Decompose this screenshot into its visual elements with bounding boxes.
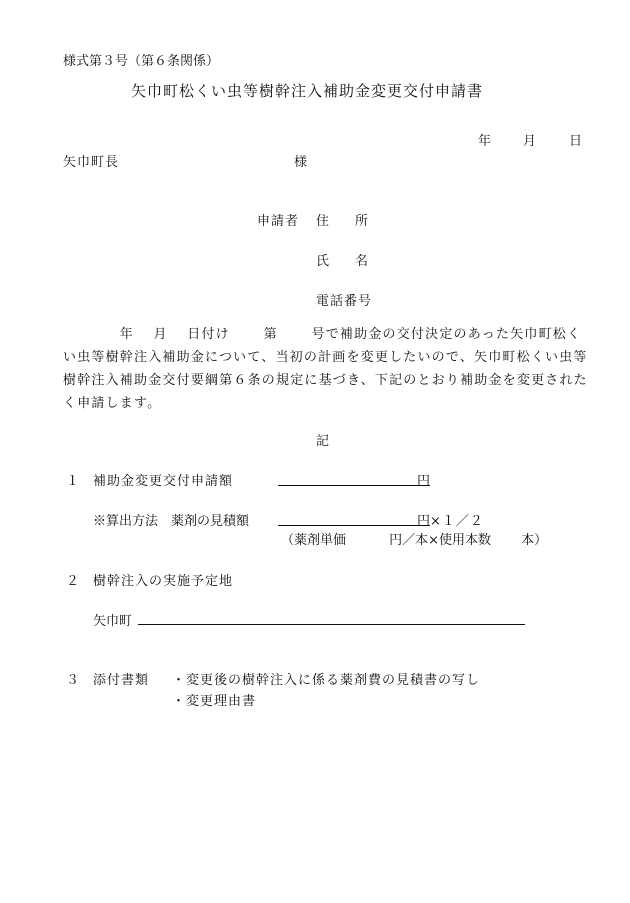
addressee-honorific: 様 (294, 155, 308, 170)
item2-number: ２ (66, 574, 80, 589)
addressee-mayor: 矢巾町長 (63, 155, 120, 170)
item3-label: 添付書類 (93, 673, 150, 688)
item3-number: ３ (66, 673, 80, 688)
date-year: 年 (478, 134, 492, 149)
attachment-item: ・変更理由書 (172, 694, 257, 709)
application-statement: 年 月 日付け 第 号で補助金の交付決定のあった矢巾町松くい虫等樹幹注入補助金について、当初の計画を変更したいので、矢巾町松くい虫等樹幹注入補助金交付要綱第６条の規定に基づき、下記のとおり補助金を変更されたく申請します。 (63, 327, 588, 411)
form-number: 様式第３号（第６条関係） (63, 54, 220, 69)
applicant-label: 申請者 (257, 214, 300, 229)
amount-underline (278, 485, 430, 486)
date-month: 月 (523, 134, 537, 149)
calc-factor: ×１／２ (430, 514, 484, 529)
estimate-underline (278, 525, 430, 526)
applicant-phone-label: 電話番号 (316, 294, 373, 309)
item1-number: １ (66, 474, 80, 489)
ki-heading: 記 (316, 434, 330, 449)
attachment-item: ・変更後の樹幹注入に係る薬剤費の見積書の写し (172, 673, 481, 688)
item2-label: 樹幹注入の実施予定地 (93, 574, 234, 589)
date-day: 日 (569, 134, 583, 149)
applicant-address-label: 住 所 (316, 214, 369, 229)
calc-note: （薬剤単価 円／本×使用本数 本） (281, 533, 548, 548)
document-title: 矢巾町松くい虫等樹幹注入補助金変更交付申請書 (131, 82, 484, 100)
calc-method-label: ※算出方法 薬剤の見積額 (93, 514, 250, 529)
item2-town: 矢巾町 (93, 614, 133, 629)
item1-label: 補助金変更交付申請額 (93, 474, 234, 489)
applicant-name-label: 氏 名 (316, 254, 369, 269)
item1-unit: 円 (417, 474, 431, 489)
calc-unit: 円 (417, 514, 431, 529)
site-underline (138, 624, 525, 625)
